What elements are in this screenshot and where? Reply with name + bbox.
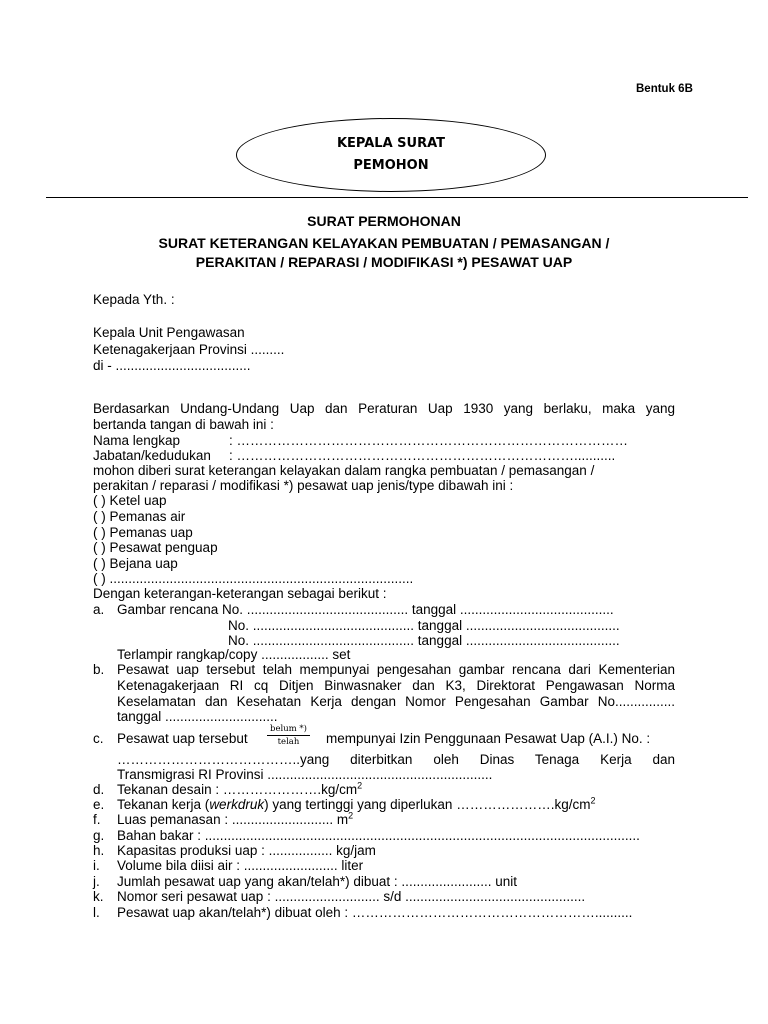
jabatan-label: Jabatan/kedudukan: [93, 448, 211, 463]
option-ketel-uap[interactable]: ( ) Ketel uap: [93, 493, 167, 508]
option-other[interactable]: ( ) .................................................................................: [93, 571, 414, 586]
item-l-text: Pesawat uap akan/telah*) dibuat oleh : ………………………………………………..........: [117, 905, 633, 920]
item-marker-c: c.: [93, 731, 104, 746]
letterhead-line-2: PEMOHON: [353, 158, 429, 173]
item-e-pre: Tekanan kerja (: [117, 797, 210, 812]
request-line-2: perakitan / reparasi / modifikasi *) pesawat uap jenis/type dibawah ini :: [93, 478, 514, 493]
item-e-post: ) yang tertinggi yang diperlukan ………………….kg/cm: [264, 797, 591, 812]
item-b-line-3: Keselamatan dan Kesehatan Kerja dengan Nomor Pengesahan Gambar No................: [117, 694, 675, 709]
title-line-1: SURAT PERMOHONAN: [307, 213, 461, 229]
item-b-line-2: Ketenagakerjaan RI cq Ditjen Binwasnaker dan K3, Direktorat Pengawasan Norma: [117, 678, 675, 693]
recipient-line-3: di - ....................................: [93, 358, 251, 373]
item-marker-h: h.: [93, 843, 105, 858]
recipient-line-2: Ketenagakerjaan Provinsi .........: [93, 342, 285, 357]
fraction-numerator: belum *): [267, 724, 310, 736]
item-a-line-1: Gambar rencana No. ........................................... tanggal .........................................: [117, 602, 614, 617]
details-heading: Dengan keterangan-keterangan sebagai berikut :: [93, 586, 387, 601]
item-f-label: Luas pemanasan : ........................... m: [117, 812, 349, 827]
item-a-line-3: No. ........................................... tanggal .........................................: [228, 633, 620, 648]
item-e-em: werkdruk: [209, 797, 265, 812]
item-j-text: Jumlah pesawat uap yang akan/telah*) dibuat : ........................ unit: [117, 874, 517, 889]
item-marker-b: b.: [93, 662, 105, 677]
item-marker-a: a.: [93, 602, 105, 617]
nama-value-field[interactable]: : ……………………………………………………………………………: [229, 433, 629, 448]
option-bejana-uap[interactable]: ( ) Bejana uap: [93, 556, 178, 571]
item-marker-j: j.: [93, 874, 100, 889]
option-pemanas-uap[interactable]: ( ) Pemanas uap: [93, 525, 193, 540]
item-a-line-4: Terlampir rangkap/copy .................. set: [117, 647, 351, 662]
item-e-text: [117, 797, 595, 812]
salutation: Kepada Yth. :: [93, 292, 175, 307]
belum-telah-fraction: [267, 724, 310, 747]
item-g-text: Bahan bakar : ....................................................................................................................: [117, 828, 640, 843]
item-f-text: [117, 812, 353, 827]
item-c-prefix: Pesawat uap tersebut: [117, 731, 248, 746]
letterhead-line-1: KEPALA SURAT: [336, 136, 446, 151]
item-marker-k: k.: [93, 889, 104, 904]
form-code: Bentuk 6B: [636, 83, 693, 95]
item-marker-g: g.: [93, 828, 105, 843]
item-c-line-3: Transmigrasi RI Provinsi ............................................................: [117, 767, 493, 782]
item-c-line-2: …………………………………..yang diterbitkan oleh Dinas Tenaga Kerja dan: [117, 752, 675, 767]
option-pemanas-air[interactable]: ( ) Pemanas air: [93, 509, 186, 524]
item-b-line-4: tanggal ..............................: [117, 709, 278, 724]
item-marker-l: l.: [93, 905, 100, 920]
title-line-2: SURAT KETERANGAN KELAYAKAN PEMBUATAN / PEMASANGAN /: [158, 235, 610, 251]
item-marker-f: f.: [93, 812, 101, 827]
item-h-text: Kapasitas produksi uap : ................. kg/jam: [117, 843, 376, 858]
item-marker-e: e.: [93, 797, 105, 812]
item-marker-d: d.: [93, 782, 105, 797]
item-d-label: Tekanan desain : ………………….kg/cm: [117, 782, 358, 797]
jabatan-value-field[interactable]: : …………………………………………………………………...........: [229, 448, 616, 463]
item-i-text: Volume bila diisi air : ......................... liter: [117, 858, 364, 873]
item-k-text: Nomor seri pesawat uap : ............................ s/d ................................................: [117, 889, 586, 904]
intro-line-1: Berdasarkan Undang-Undang Uap dan Peraturan Uap 1930 yang berlaku, maka yang: [93, 401, 675, 416]
nama-label: Nama lengkap: [93, 433, 181, 448]
item-a-line-2: No. ........................................... tanggal .........................................: [228, 618, 620, 633]
intro-line-2: bertanda tangan di bawah ini :: [93, 417, 274, 432]
item-f-sup: 2: [348, 810, 354, 821]
request-line-1: mohon diberi surat keterangan kelayakan dalam rangka pembuatan / pemasangan /: [93, 463, 595, 478]
letterhead-oval: [236, 118, 546, 192]
title-line-3: PERAKITAN / REPARASI / MODIFIKASI *) PESAWAT UAP: [195, 254, 573, 270]
item-b-line-1: Pesawat uap tersebut telah mempunyai pengesahan gambar rencana dari Kementerian: [117, 662, 675, 677]
recipient-line-1: Kepala Unit Pengawasan: [93, 325, 245, 340]
fraction-denominator: telah: [277, 737, 300, 747]
item-d-text: [117, 782, 362, 797]
item-c-suffix: mempunyai Izin Penggunaan Pesawat Uap (A.I.) No. :: [326, 731, 651, 746]
item-e-sup: 2: [590, 795, 596, 806]
item-d-sup: 2: [357, 780, 363, 791]
header-divider: [46, 197, 748, 198]
option-pesawat-penguap[interactable]: ( ) Pesawat penguap: [93, 540, 218, 555]
item-marker-i: i.: [93, 858, 100, 873]
